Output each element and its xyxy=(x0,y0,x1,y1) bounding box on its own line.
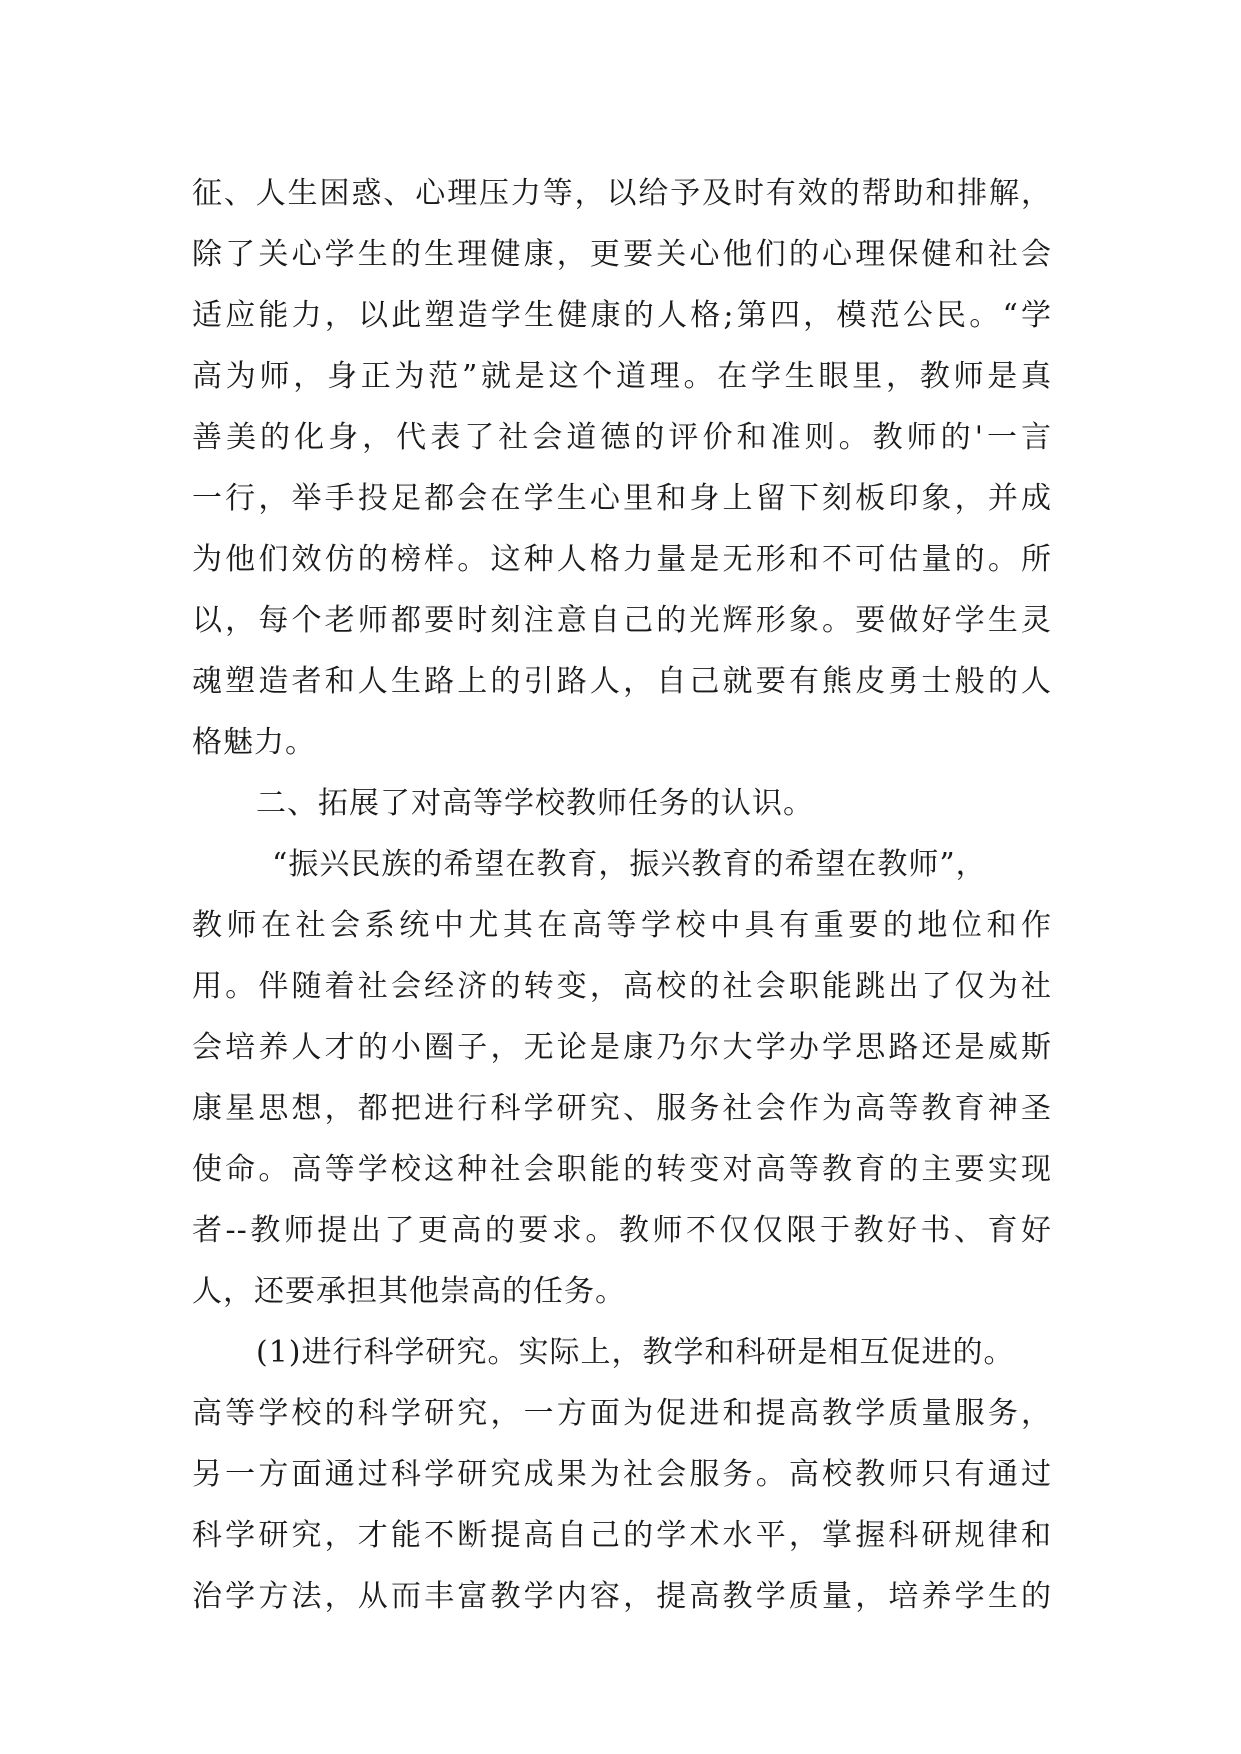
list-item-heading: (1)进行科学研究。实际上，教学和科研是相互促进的。 xyxy=(256,1335,1015,1370)
text-line: 治学方法，从而丰富教学内容，提高教学质量，培养学生的 xyxy=(192,1579,1052,1614)
text-line: 康星思想，都把进行科学研究、服务社会作为高等教育神圣 xyxy=(192,1091,1052,1126)
text-line: 征、人生困惑、心理压力等，以给予及时有效的帮助和排解， xyxy=(192,176,1052,211)
text-line: 用。伴随着社会经济的转变，高校的社会职能跳出了仅为社 xyxy=(192,969,1052,1004)
text-line: 适应能力，以此塑造学生健康的人格;第四，模范公民。“学 xyxy=(192,298,1052,333)
text-line: 善美的化身，代表了社会道德的评价和准则。教师的'一言 xyxy=(192,420,1052,455)
text-line: 科学研究，才能不断提高自己的学术水平，掌握科研规律和 xyxy=(192,1518,1052,1553)
text-line: 除了关心学生的生理健康，更要关心他们的心理保健和社会 xyxy=(192,237,1052,272)
text-line: 一行，举手投足都会在学生心里和身上留下刻板印象，并成 xyxy=(192,481,1052,516)
text-line: 使命。高等学校这种社会职能的转变对高等教育的主要实现 xyxy=(192,1152,1052,1187)
text-line: 高为师，身正为范”就是这个道理。在学生眼里，教师是真 xyxy=(192,359,1052,394)
text-line: 以，每个老师都要时刻注意自己的光辉形象。要做好学生灵 xyxy=(192,603,1052,638)
text-line: 魂塑造者和人生路上的引路人，自己就要有熊皮勇士般的人 xyxy=(192,664,1052,699)
text-line: 格魅力。 xyxy=(192,725,316,760)
quote-line: “振兴民族的希望在教育，振兴教育的希望在教师”， xyxy=(272,847,987,882)
text-line: 为他们效仿的榜样。这种人格力量是无形和不可估量的。所 xyxy=(192,542,1052,577)
text-line: 会培养人才的小圈子，无论是康乃尔大学办学思路还是威斯 xyxy=(192,1030,1052,1065)
text-line: 另一方面通过科学研究成果为社会服务。高校教师只有通过 xyxy=(192,1457,1052,1492)
text-line: 教师在社会系统中尤其在高等学校中具有重要的地位和作 xyxy=(192,908,1052,943)
document-body xyxy=(192,163,1052,1627)
text-line: 高等学校的科学研究，一方面为促进和提高教学质量服务， xyxy=(192,1396,1052,1431)
text-line: 人，还要承担其他崇高的任务。 xyxy=(192,1274,626,1309)
text-line: 者--教师提出了更高的要求。教师不仅仅限于教好书、育好 xyxy=(192,1213,1052,1248)
section-heading: 二、拓展了对高等学校教师任务的认识。 xyxy=(256,786,814,821)
